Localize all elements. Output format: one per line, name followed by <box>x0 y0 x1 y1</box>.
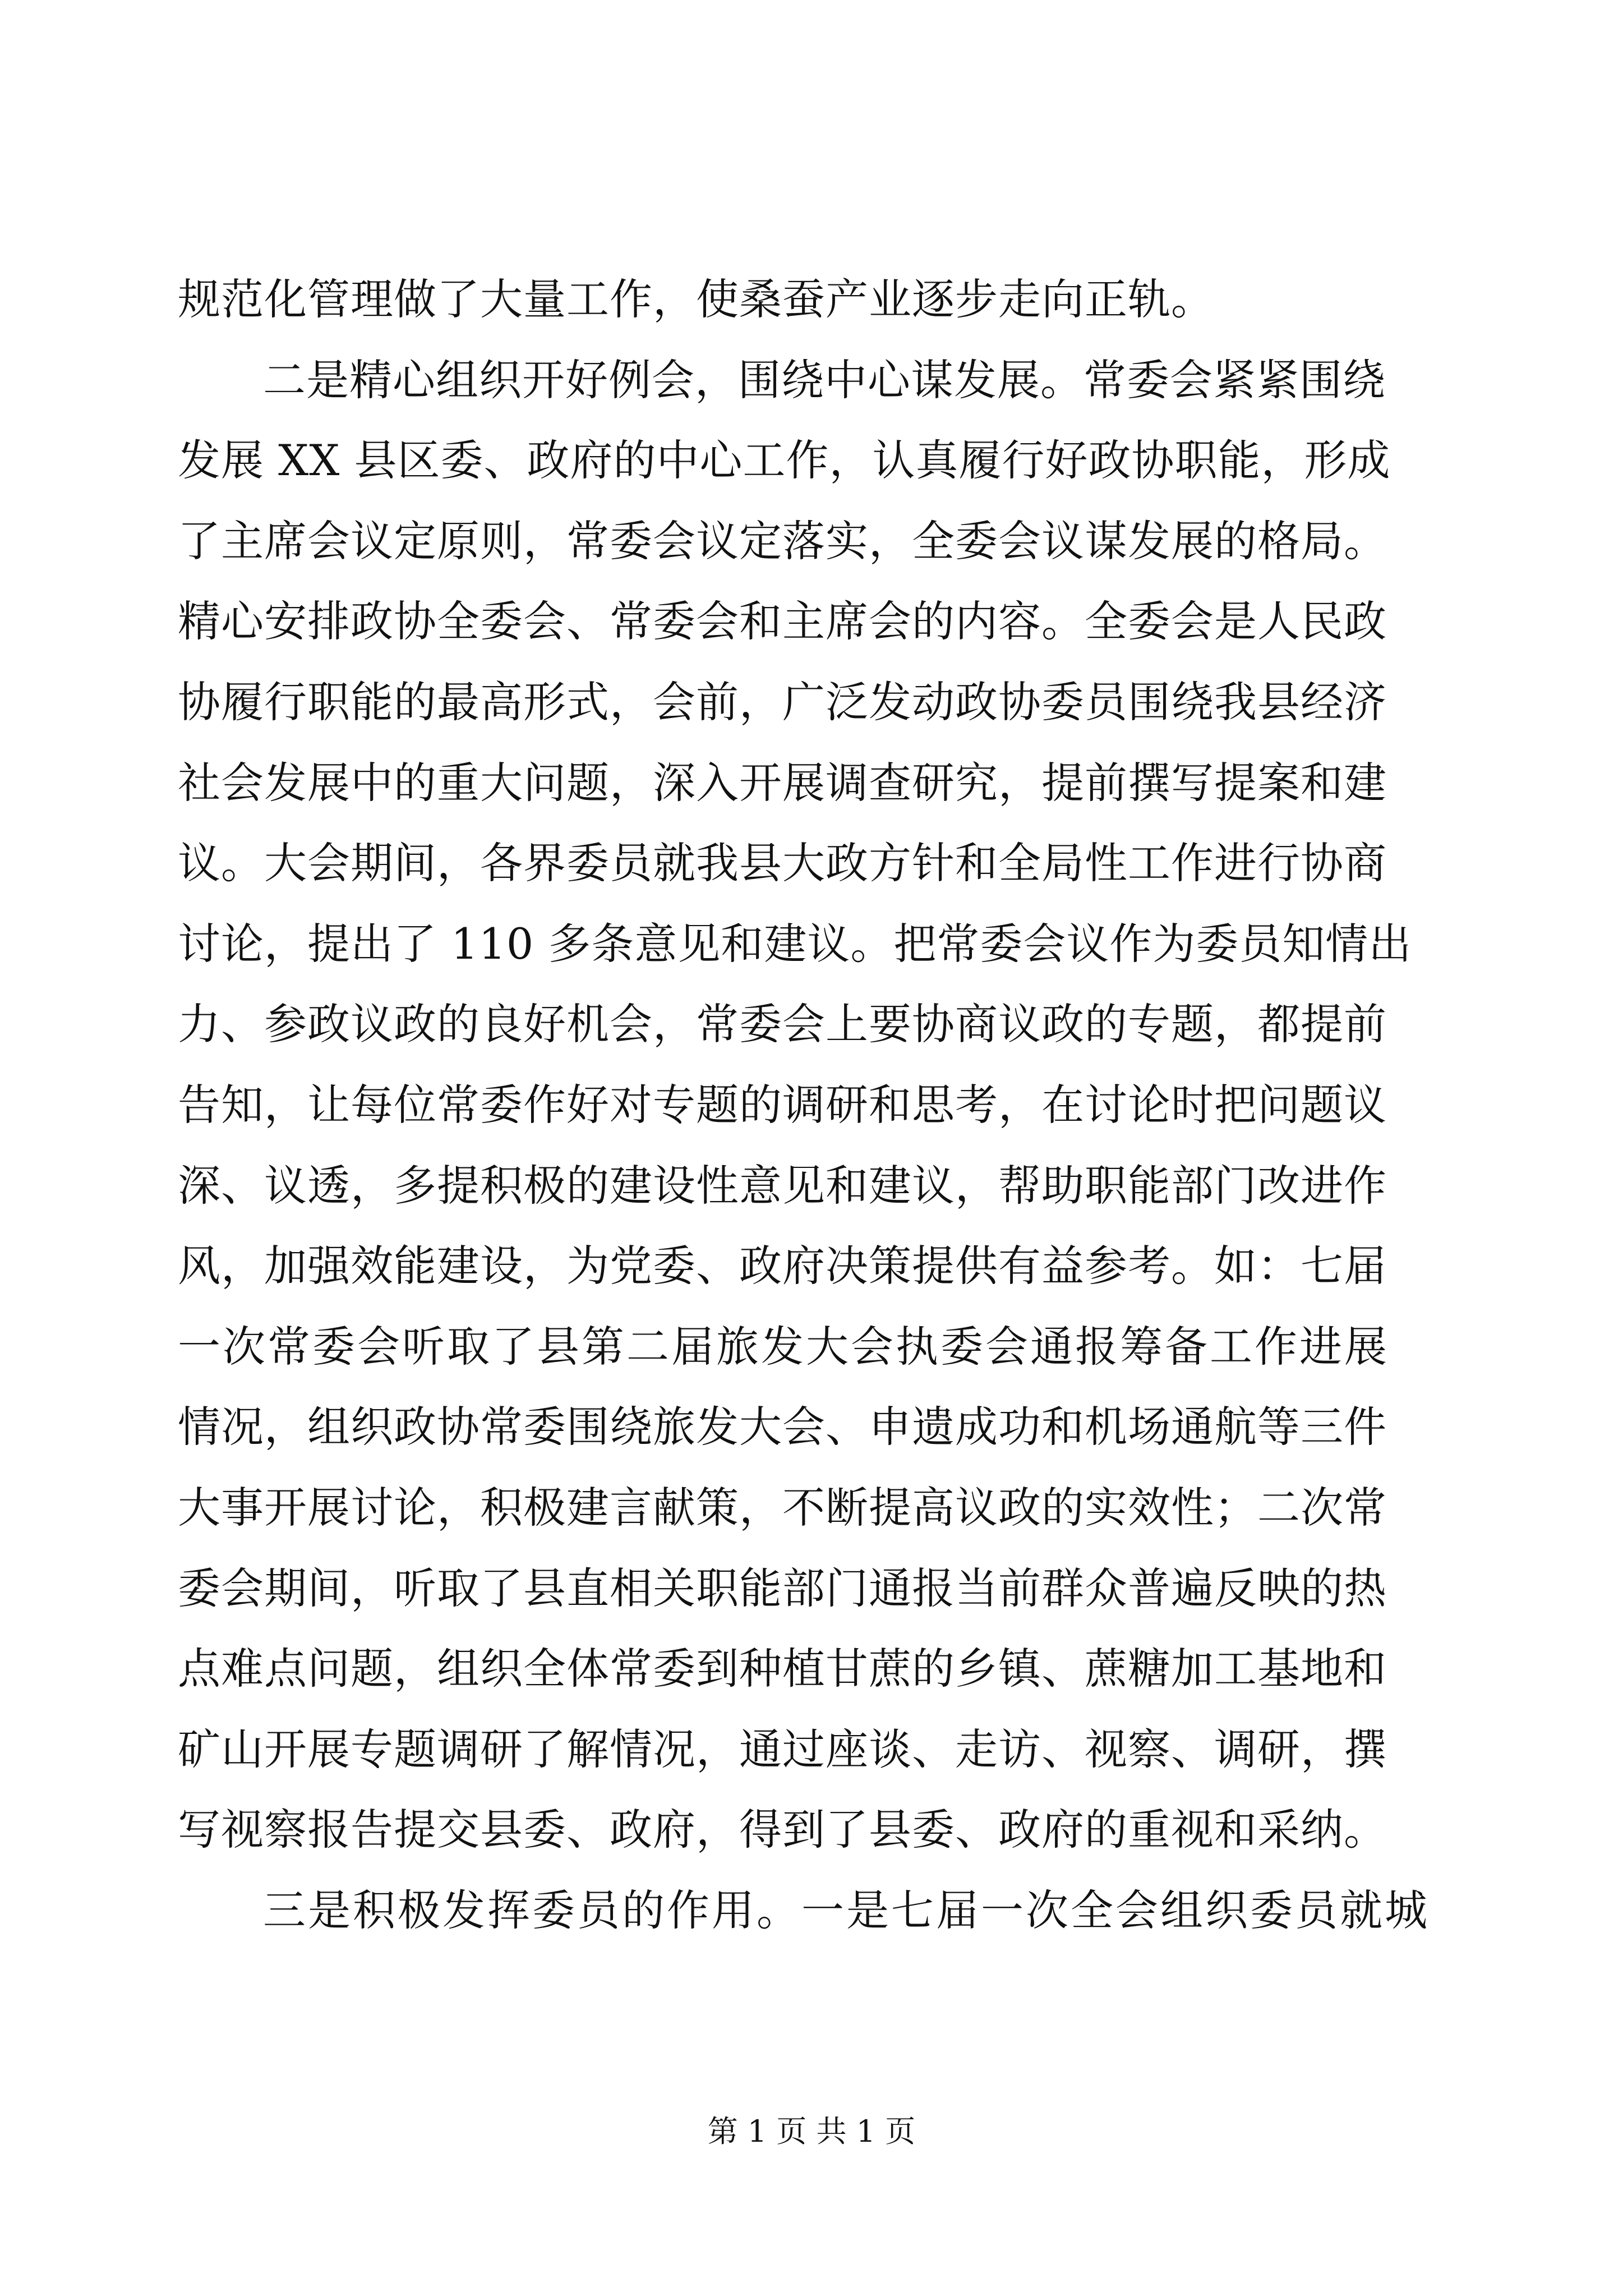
text-line: 协履行职能的最高形式，会前，广泛发动政协委员围绕我县经济 <box>178 677 1387 727</box>
document-body <box>178 259 1434 1950</box>
text-line: 规范化管理做了大量工作，使桑蚕产业逐步走向正轨。 <box>178 274 1214 324</box>
page-number-footer: 第 1 页 共 1 页 <box>707 2114 916 2149</box>
text-line: 大事开展讨论，积极建言献策，不断提高议政的实效性；二次常 <box>178 1482 1387 1533</box>
text-line: 力、参政议政的良好机会，常委会上要协商议政的专题，都提前 <box>178 999 1387 1050</box>
text-line: 社会发展中的重大问题，深入开展调查研究，提前撰写提案和建 <box>178 757 1387 808</box>
text-line: 委会期间，听取了县直相关职能部门通报当前群众普遍反映的热 <box>178 1563 1387 1613</box>
text-line: 了主席会议定原则，常委会议定落实，全委会议谋发展的格局。 <box>178 516 1387 566</box>
text-line: 写视察报告提交县委、政府，得到了县委、政府的重视和采纳。 <box>178 1805 1387 1855</box>
text-line: 深、议透，多提积极的建设性意见和建议，帮助职能部门改进作 <box>178 1160 1387 1211</box>
text-line: 告知，让每位常委作好对专题的调研和思考，在讨论时把问题议 <box>178 1079 1387 1130</box>
text-line: 矿山开展专题调研了解情况，通过座谈、走访、视察、调研，撰 <box>178 1724 1387 1774</box>
text-line: 讨论，提出了 110 多条意见和建议。把常委会议作为委员知情出 <box>178 918 1412 969</box>
paragraph-start-line: 二是精心组织开好例会，围绕中心谋发展。常委会紧紧围绕 <box>263 355 1386 405</box>
paragraph-start-line: 三是积极发挥委员的作用。一是七届一次全会组织委员就城 <box>263 1885 1430 1935</box>
text-line: 发展 XX 县区委、政府的中心工作，认真履行好政协职能，形成 <box>178 435 1391 486</box>
text-line: 风，加强效能建设，为党委、政府决策提供有益参考。如：七届 <box>178 1241 1387 1291</box>
text-line: 议。大会期间，各界委员就我县大政方针和全局性工作进行协商 <box>178 838 1387 889</box>
text-line: 精心安排政协全委会、常委会和主席会的内容。全委会是人民政 <box>178 596 1387 647</box>
text-line: 一次常委会听取了县第二届旅发大会执委会通报筹备工作进展 <box>178 1321 1389 1372</box>
text-line: 点难点问题，组织全体常委到种植甘蔗的乡镇、蔗糖加工基地和 <box>178 1644 1387 1694</box>
text-line: 情况，组织政协常委围绕旅发大会、申遗成功和机场通航等三件 <box>178 1402 1387 1452</box>
